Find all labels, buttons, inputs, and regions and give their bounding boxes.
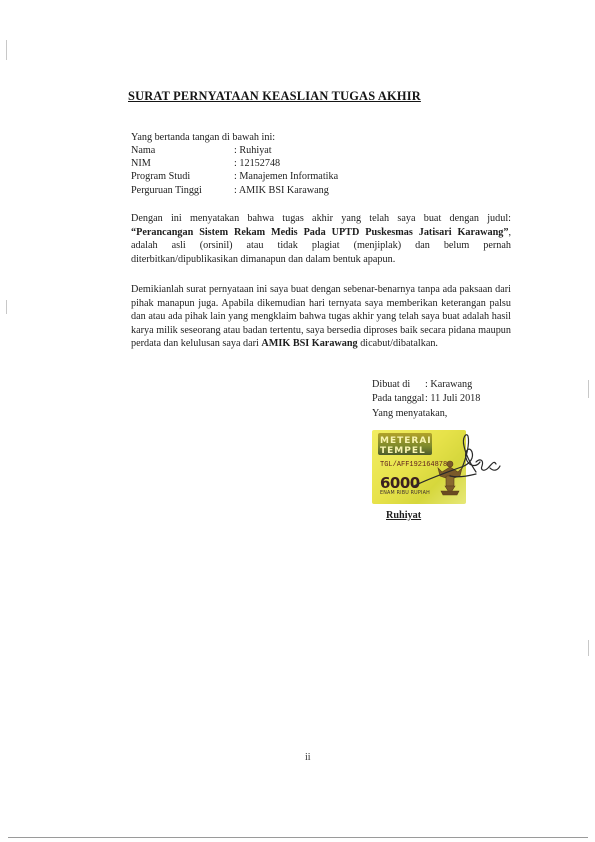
closing-line: Yang menyatakan, bbox=[372, 408, 448, 419]
identity-row-program bbox=[131, 170, 338, 183]
scan-margin-mark bbox=[588, 380, 589, 398]
scan-margin-mark bbox=[6, 40, 7, 60]
signing-place-label: Dibuat di bbox=[372, 379, 411, 390]
intro-line: Yang bertanda tangan di bawah ini: bbox=[131, 132, 276, 143]
statement-paragraph bbox=[131, 212, 511, 266]
declaration-rest: dicabut/dibatalkan. bbox=[357, 338, 438, 350]
stamp-value: 6000 bbox=[380, 474, 420, 492]
signing-date-row bbox=[372, 392, 480, 406]
identity-row-nim bbox=[131, 157, 338, 170]
declaration-paragraph bbox=[131, 283, 511, 351]
stamp-value-words: ENAM RIBU RUPIAH bbox=[380, 491, 430, 496]
page-number: ii bbox=[305, 752, 311, 763]
declaration-lead: Demikianlah surat pernyataan ini saya buat dengan sebenar-benarnya tanpa ada paksaan dari pihak manapun juga. Apabila dikemudian hari ternyata saya memberikan keterangan palsu dan atau ada pihak lain yang mengklaim bahwa tugas akhir yang telah saya buat adalah hasil karya milik seseorang atau badan tertentu, saya bersedia diproses baik secara pidana maupun perdata dan kelulusan saya dari bbox=[131, 284, 511, 350]
stamp-code: TGL/AFF192164878 bbox=[380, 461, 448, 469]
statement-lead: Dengan ini menyatakan bahwa tugas akhir yang telah saya buat dengan judul: bbox=[131, 213, 511, 224]
stamp-header: METERAI TEMPEL bbox=[380, 436, 432, 456]
handwritten-signature-icon bbox=[410, 428, 505, 498]
scan-margin-mark bbox=[588, 640, 589, 656]
signing-date-label: Pada tanggal bbox=[372, 393, 425, 404]
identity-label: Program Studi bbox=[131, 171, 191, 183]
signing-info bbox=[372, 378, 480, 406]
signer-name: Ruhiyat bbox=[386, 510, 422, 521]
document-title: SURAT PERNYATAAN KEASLIAN TUGAS AKHIR bbox=[128, 89, 421, 103]
identity-table bbox=[131, 144, 338, 197]
identity-row-name bbox=[131, 144, 338, 157]
signing-place-row bbox=[372, 378, 480, 392]
signing-place-value: : Karawang bbox=[425, 379, 473, 390]
thesis-title: “Perancangan Sistem Rekam Medis Pada UPTD Puskesmas Jatisari Karawang” bbox=[131, 226, 509, 238]
identity-label: NIM bbox=[131, 158, 151, 170]
identity-label: Perguruan Tinggi bbox=[131, 184, 202, 196]
identity-value: : Ruhiyat bbox=[234, 145, 272, 156]
statement-rest: , adalah asli (orsinil) atau tidak plagiat (menjiplak) dan belum pernah diterbitkan/dipublikasikan dimanapun dan dalam bentuk apapun. bbox=[131, 226, 511, 265]
identity-row-institution bbox=[131, 184, 338, 197]
identity-value: : Manajemen Informatika bbox=[234, 171, 339, 183]
signing-date-value: : 11 Juli 2018 bbox=[425, 393, 481, 404]
identity-value: : 12152748 bbox=[234, 158, 281, 170]
identity-value: : AMIK BSI Karawang bbox=[234, 184, 329, 196]
identity-label: Nama bbox=[131, 145, 156, 156]
scan-bottom-edge bbox=[8, 837, 588, 838]
scan-margin-mark bbox=[6, 300, 7, 314]
institution-name: AMIK BSI Karawang bbox=[261, 338, 358, 350]
